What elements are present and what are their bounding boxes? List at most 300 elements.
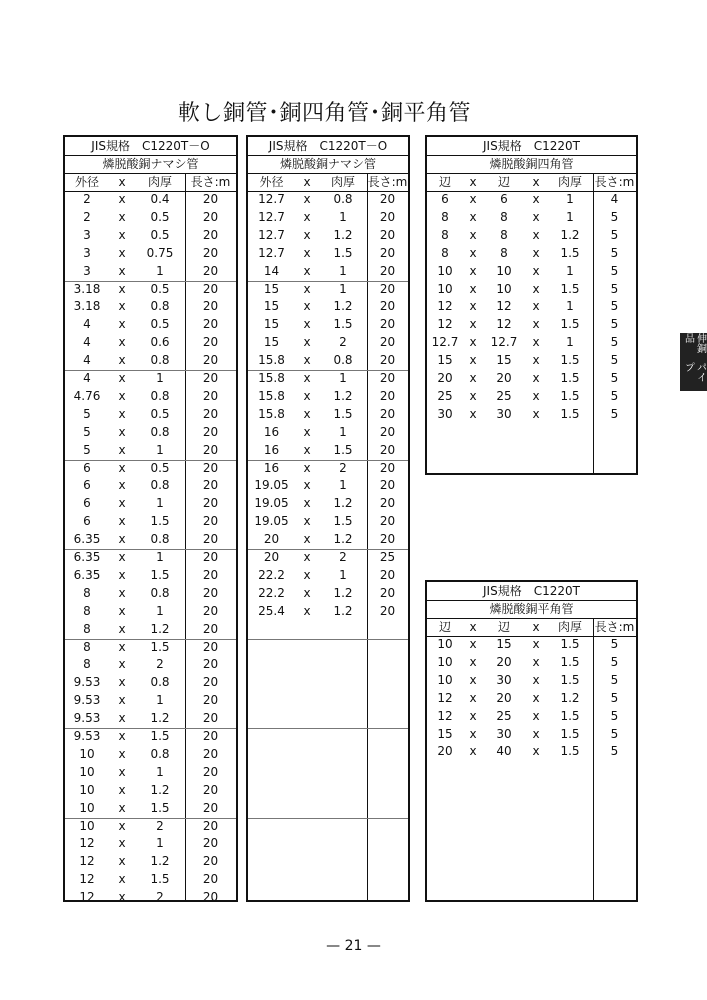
table-row [65, 209, 236, 227]
table-cell: 12 [437, 317, 453, 332]
table-row [248, 531, 408, 549]
table-cell: 1.5 [560, 281, 580, 296]
table-cell: 15 [263, 317, 280, 332]
table-cell: 10 [437, 281, 453, 296]
table-row [427, 263, 636, 281]
table-row [65, 388, 236, 406]
table-cell: 4.76 [73, 388, 101, 403]
table-row [65, 656, 236, 674]
table-cell: 0.8 [150, 388, 170, 403]
table-row [427, 690, 636, 708]
table-cell: 30 [496, 672, 512, 687]
table-cell: 20 [202, 388, 219, 403]
table-cell: 0.8 [150, 353, 170, 368]
table-cell: 20 [437, 744, 453, 759]
table-cell: 10 [496, 281, 512, 296]
table-cell: x [532, 388, 540, 403]
table-row [65, 298, 236, 316]
row-group-separator [248, 549, 408, 550]
table-row [248, 316, 408, 334]
table-cell: x [532, 227, 540, 242]
table-cell: 20 [379, 192, 396, 206]
table-cell: 1 [339, 567, 347, 582]
table-cell: 5 [610, 637, 619, 651]
table-cell: x [532, 672, 540, 687]
table-cell: x [469, 371, 477, 385]
table-row [248, 191, 408, 209]
table-cell: 4 [83, 335, 91, 350]
table-cell: x [118, 532, 126, 547]
table-cell: 1 [339, 263, 347, 278]
table-cell: 20 [379, 335, 396, 350]
table-cell: 20 [496, 654, 512, 669]
table-cell: 20 [379, 514, 396, 529]
table-row [65, 710, 236, 728]
table-cell: x [469, 708, 477, 723]
table-cell: x [532, 371, 540, 385]
table-cell: x [118, 424, 126, 439]
table-cell: 1.2 [150, 621, 170, 636]
table-row [65, 513, 236, 531]
table-cell: 20 [496, 690, 512, 705]
table-cell: 5 [610, 726, 619, 741]
table-cell: 1.5 [560, 388, 580, 403]
table-cell: x [118, 657, 126, 672]
table-cell: 8 [441, 245, 449, 260]
table-spec-header: JIS規格 C1220T [427, 582, 636, 601]
table-cell: 10 [437, 672, 453, 687]
row-group-separator [65, 818, 236, 819]
table-cell: 3 [83, 263, 91, 278]
table-cell: x [469, 281, 477, 296]
table-cell: 1 [339, 281, 347, 296]
table-cell: 1.2 [560, 690, 580, 705]
table-cell: 2 [339, 335, 347, 350]
table-row [65, 334, 236, 352]
table-cell: 1.2 [333, 299, 353, 314]
table-cell: 0.5 [150, 209, 170, 224]
table-row [65, 370, 236, 388]
table-cell: x [469, 317, 477, 332]
table-cell: 1 [339, 424, 347, 439]
table-cell: 6 [83, 478, 91, 493]
row-group-separator [65, 460, 236, 461]
table-row [248, 209, 408, 227]
table-cell: 1.5 [150, 514, 170, 529]
table-cell: 9.53 [73, 711, 101, 726]
table-cell: 1.5 [560, 672, 580, 687]
table-cell: x [118, 550, 126, 564]
table-cell: 22.2 [258, 567, 285, 582]
table-row [427, 672, 636, 690]
table-cell: x [532, 654, 540, 669]
table-row [65, 835, 236, 853]
table-row [248, 442, 408, 460]
table-cell: x [532, 726, 540, 741]
table-row [65, 728, 236, 746]
table-cell: 1.5 [150, 567, 170, 582]
table-cell: x [118, 818, 126, 833]
table-row [65, 746, 236, 764]
column-header: x [532, 620, 540, 634]
table-cell: x [118, 854, 126, 869]
table-cell: 1.5 [333, 514, 353, 529]
table-row [65, 603, 236, 621]
table-cell: 15.8 [258, 371, 285, 385]
table-cell: 15.8 [258, 406, 285, 421]
row-group-separator [248, 639, 408, 640]
table-cell: x [118, 245, 126, 260]
table-cell: 20 [202, 657, 219, 672]
table-cell: x [118, 764, 126, 779]
table-cell: 8 [441, 227, 449, 242]
table-cell: x [303, 245, 311, 260]
table-cell: x [118, 496, 126, 511]
table-row [65, 853, 236, 871]
table-cell: 20 [202, 442, 219, 457]
table-cell: x [118, 442, 126, 457]
table-cell: x [469, 209, 477, 224]
table-cell: 2 [83, 192, 91, 206]
table-cell: x [303, 478, 311, 493]
table-cell: 12.7 [431, 335, 459, 350]
table-cell: 20 [379, 603, 396, 618]
table-cell: x [303, 424, 311, 439]
table-cell: 25 [437, 388, 453, 403]
table-cell: 6 [83, 496, 91, 511]
table-cell: x [469, 263, 477, 278]
table-cell: x [532, 744, 540, 759]
table-cell: 1 [156, 836, 164, 851]
table-cell: x [469, 654, 477, 669]
column-header: 外径 [259, 175, 284, 189]
table-cell: 8 [83, 621, 91, 636]
table-cell: 4 [83, 317, 91, 332]
table-cell: x [118, 621, 126, 636]
table-name-header: 燐脱酸銅ナマシ管 [248, 155, 408, 174]
table-cell: 20 [202, 532, 219, 547]
table-cell: x [118, 639, 126, 654]
table-cell: x [469, 406, 477, 421]
table-cell: 4 [83, 353, 91, 368]
table-row [427, 726, 636, 744]
table-cell: x [469, 227, 477, 242]
side-tab-label-category: 伸銅品 [682, 333, 706, 353]
table-cell: 20 [202, 711, 219, 726]
table-cell: 1.5 [150, 639, 170, 654]
table-cell: 19.05 [254, 496, 289, 511]
table-cell: 5 [610, 353, 619, 368]
table-row [65, 692, 236, 710]
table-cell: 5 [610, 281, 619, 296]
table-row [65, 800, 236, 818]
table-cell: x [469, 335, 477, 350]
table-cell: x [532, 637, 540, 651]
table-row [427, 209, 636, 227]
table-cell: 6 [83, 514, 91, 529]
table-cell: x [303, 442, 311, 457]
table-row [248, 460, 408, 478]
table-cell: 0.8 [150, 585, 170, 600]
table-cell: 20 [379, 281, 396, 296]
table-row [427, 636, 636, 654]
table-row [65, 764, 236, 782]
table-cell: x [118, 567, 126, 582]
table-row [248, 603, 408, 621]
table-cell: x [303, 514, 311, 529]
table-body [248, 191, 408, 900]
page-title: 軟し銅管･銅四角管･銅平角管 [178, 101, 472, 126]
column-header: x [532, 175, 540, 189]
table-row [65, 281, 236, 299]
table-cell: x [118, 890, 126, 905]
table-cell: 20 [202, 406, 219, 421]
table-cell: 6 [83, 460, 91, 475]
table-cell: 20 [202, 478, 219, 493]
table-cell: 10 [79, 818, 95, 833]
table-cell: 19.05 [254, 514, 289, 529]
table-row [427, 316, 636, 334]
table-row [248, 585, 408, 603]
table-cell: 12 [437, 690, 453, 705]
table-cell: 9.53 [73, 675, 101, 690]
table-cell: 1 [339, 478, 347, 493]
page-number: — 21 — [326, 938, 381, 954]
table-cell: 20 [379, 406, 396, 421]
table-cell: x [118, 514, 126, 529]
table-spec-header: JIS規格 C1220T－O [65, 137, 236, 156]
table-row [248, 245, 408, 263]
table-cell: x [532, 299, 540, 314]
table-row [65, 674, 236, 692]
table-cell: 12 [79, 836, 95, 851]
table-cell: 1 [156, 764, 164, 779]
table-row [248, 263, 408, 281]
table-cell: 1.2 [333, 388, 353, 403]
table-cell: 2 [156, 890, 164, 905]
table-cell: 20 [202, 729, 219, 743]
table-row [248, 370, 408, 388]
table-cell: 20 [496, 371, 512, 385]
table-cell: 8 [83, 657, 91, 672]
table-row [65, 549, 236, 567]
table-cell: 30 [437, 406, 453, 421]
table-cell: 22.2 [258, 585, 285, 600]
table-cell: 2 [339, 460, 347, 475]
table-cell: 20 [202, 800, 219, 815]
table-cell: x [469, 637, 477, 651]
table-row [427, 708, 636, 726]
table-cell: 20 [202, 424, 219, 439]
table-row [65, 406, 236, 424]
table-cell: 9.53 [73, 693, 101, 708]
table-cell: 0.8 [150, 746, 170, 761]
table-row [248, 424, 408, 442]
table-cell: 20 [202, 782, 219, 797]
table-cell: 1.2 [333, 585, 353, 600]
table-row [65, 818, 236, 836]
table-cell: x [532, 281, 540, 296]
table-cell: 20 [379, 585, 396, 600]
table-cell: 4 [610, 192, 619, 206]
table-cell: x [532, 317, 540, 332]
table-cell: x [118, 371, 126, 385]
table-cell: 5 [610, 654, 619, 669]
table-cell: x [303, 263, 311, 278]
table-cell: x [118, 388, 126, 403]
column-header: 長さ:m [367, 175, 408, 189]
table-cell: x [532, 406, 540, 421]
table-cell: 19.05 [254, 478, 289, 493]
table-cell: 12.7 [258, 209, 285, 224]
table-cell: 15.8 [258, 353, 285, 368]
table-cell: 5 [610, 317, 619, 332]
table-cell: 20 [202, 764, 219, 779]
table-cell: 0.8 [150, 424, 170, 439]
table-cell: 1.5 [333, 442, 353, 457]
table-cell: 20 [202, 621, 219, 636]
table-cell: 0.5 [150, 460, 170, 475]
table-cell: 20 [379, 442, 396, 457]
table-cell: x [118, 192, 126, 206]
table-cell: 20 [202, 192, 219, 206]
table-cell: 6 [441, 192, 449, 206]
table-cell: 20 [202, 818, 219, 833]
table-cell: 1.2 [560, 227, 580, 242]
row-group-separator [65, 549, 236, 550]
table-cell: x [532, 708, 540, 723]
table-cell: 4 [83, 371, 91, 385]
table-row [248, 513, 408, 531]
column-header: 長さ:m [190, 175, 231, 189]
table-cell: 16 [263, 460, 280, 475]
table-cell: x [303, 550, 311, 564]
table-row [65, 639, 236, 657]
table-cell: x [118, 460, 126, 475]
table-cell: 1.5 [560, 708, 580, 723]
table-cell: 1.5 [560, 654, 580, 669]
table-cell: 1.5 [333, 406, 353, 421]
table-cell: 20 [379, 209, 396, 224]
table-row [248, 549, 408, 567]
table-row [65, 871, 236, 889]
table-row [427, 227, 636, 245]
table-cell: x [118, 478, 126, 493]
table-row [427, 334, 636, 352]
table-cell: 5 [610, 263, 619, 278]
table-cell: 20 [202, 371, 219, 385]
table-cell: 5 [610, 708, 619, 723]
table-cell: x [532, 245, 540, 260]
table-cell: x [118, 782, 126, 797]
table-cell: 20 [437, 371, 453, 385]
table-cell: 8 [500, 245, 508, 260]
table-row [427, 191, 636, 209]
table-cell: 14 [263, 263, 280, 278]
table-cell: 1.5 [150, 800, 170, 815]
table-cell: x [303, 371, 311, 385]
table-cell: 5 [610, 371, 619, 385]
table-row [427, 654, 636, 672]
column-header: x [303, 175, 311, 189]
table-cell: x [118, 746, 126, 761]
table-cell: 1.2 [333, 603, 353, 618]
table-cell: 15 [263, 281, 280, 296]
table-cell: x [532, 209, 540, 224]
table-spec-header: JIS規格 C1220T [427, 137, 636, 156]
table-row [427, 406, 636, 424]
table-cell: 5 [610, 388, 619, 403]
table-cell: 0.5 [150, 317, 170, 332]
table-cell: 0.5 [150, 281, 170, 296]
table-row [65, 191, 236, 209]
table-cell: 16 [263, 442, 280, 457]
round-tube-table-2 [246, 135, 410, 902]
table-cell: x [118, 406, 126, 421]
table-cell: 20 [379, 532, 396, 547]
table-cell: 10 [437, 263, 453, 278]
table-cell: x [303, 317, 311, 332]
table-cell: 2 [83, 209, 91, 224]
table-cell: x [303, 567, 311, 582]
side-index-tab [680, 333, 707, 391]
table-cell: 20 [202, 460, 219, 475]
table-cell: x [303, 299, 311, 314]
table-row [65, 585, 236, 603]
table-cell: 1.5 [150, 729, 170, 743]
table-cell: x [118, 585, 126, 600]
table-cell: 20 [202, 550, 219, 564]
table-cell: 1.2 [150, 711, 170, 726]
table-row [248, 567, 408, 585]
table-cell: 20 [202, 675, 219, 690]
table-cell: 8 [441, 209, 449, 224]
table-cell: 10 [79, 782, 95, 797]
table-row [248, 406, 408, 424]
table-cell: 6.35 [73, 532, 101, 547]
table-cell: 20 [202, 603, 219, 618]
column-header-row [248, 173, 408, 192]
table-cell: 5 [610, 744, 619, 759]
table-row [427, 352, 636, 370]
table-cell: 15 [437, 726, 453, 741]
table-body [427, 191, 636, 473]
table-cell: x [118, 227, 126, 242]
table-cell: 1.2 [333, 496, 353, 511]
table-row [427, 298, 636, 316]
table-cell: 20 [379, 245, 396, 260]
table-cell: 0.8 [150, 478, 170, 493]
table-cell: 0.6 [150, 335, 170, 350]
table-cell: 25 [379, 550, 396, 564]
row-group-separator [248, 460, 408, 461]
table-cell: 1 [566, 299, 574, 314]
table-cell: x [532, 263, 540, 278]
table-cell: 0.8 [150, 532, 170, 547]
table-cell: 12 [437, 299, 453, 314]
table-cell: 5 [610, 690, 619, 705]
row-group-separator [248, 370, 408, 371]
table-row [65, 316, 236, 334]
column-header: 肉厚 [330, 175, 355, 189]
table-row [65, 352, 236, 370]
table-row [65, 460, 236, 478]
table-name-header: 燐脱酸銅平角管 [427, 600, 636, 619]
column-header: 辺 [497, 175, 510, 189]
table-name-header: 燐脱酸銅四角管 [427, 155, 636, 174]
table-cell: 20 [379, 371, 396, 385]
table-cell: 1.5 [560, 245, 580, 260]
